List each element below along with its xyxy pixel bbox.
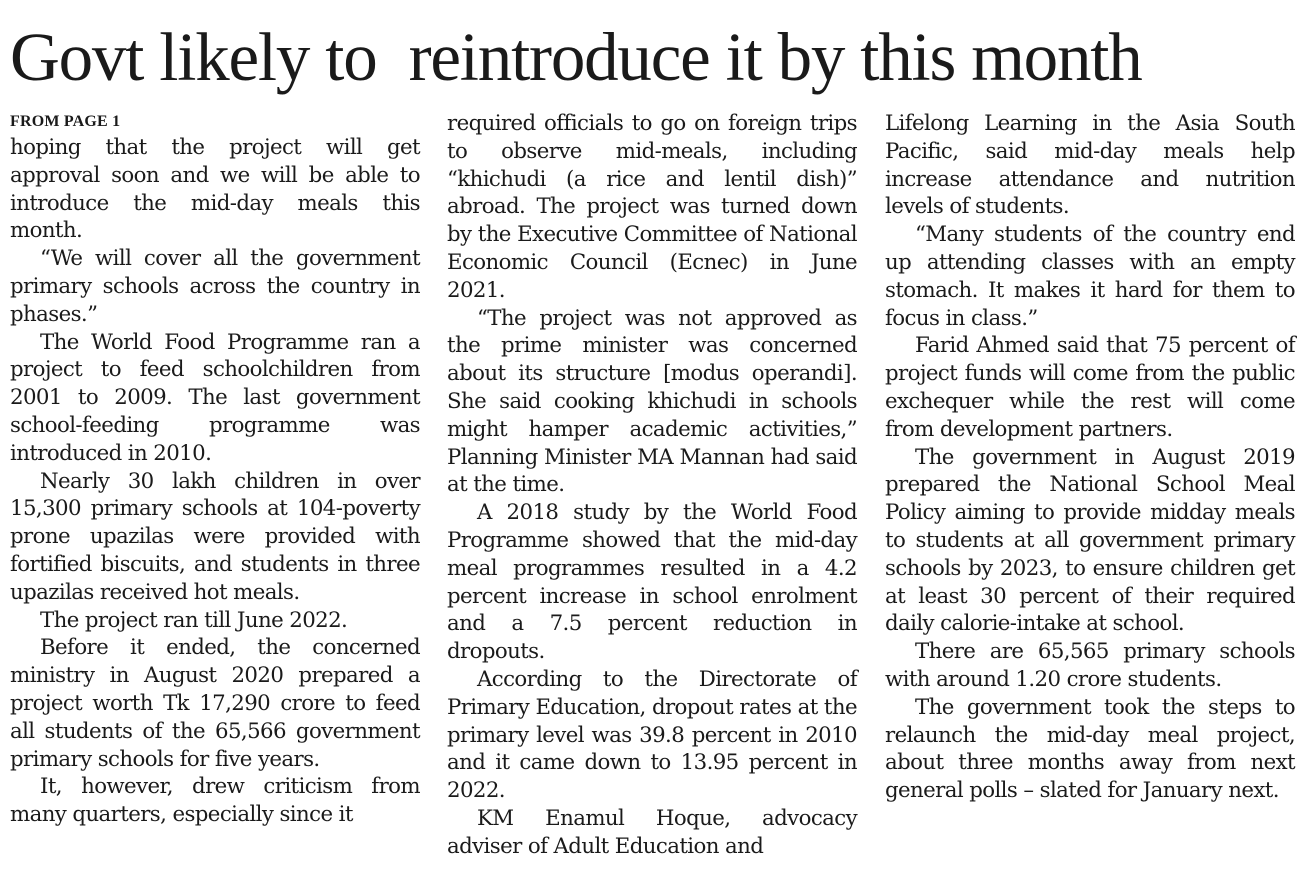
paragraph: Nearly 30 lakh children in over 15,300 primary schools at 104-poverty prone upazilas were provided with fortified biscuits, and students in three upazilas received hot meals. bbox=[10, 468, 420, 605]
headline: Govt likely to reintroduce it by this month bbox=[10, 19, 1142, 95]
paragraph: “The project was not approved as the prime minister was concerned about its structure [modus operandi]. She said cooking khichudi in schools might hamper academic activities,” Planning Minister MA Mannan had said at the time. bbox=[447, 305, 857, 498]
paragraph: The government took the steps to relaunch the mid-day meal project, about three months away from next general polls – slated for January next. bbox=[885, 694, 1295, 804]
paragraph: The government in August 2019 prepared the National School Meal Policy aiming to provide midday meals to students at all government primary schools by 2023, to ensure children get at least 30 percent of their required daily calorie-intake at school. bbox=[885, 444, 1295, 637]
paragraph: Before it ended, the concerned ministry in August 2020 prepared a project worth Tk 17,290 crore to feed all students of the 65,566 government primary schools for five years. bbox=[10, 635, 420, 772]
article-column-2 bbox=[447, 110, 857, 861]
paragraph: The project ran till June 2022. bbox=[40, 607, 348, 633]
paragraph: required officials to go on foreign trips to observe mid-meals, including “khichudi (a rice and lentil dish)” abroad. The project was turned down by the Executive Committee of National Economic Council (Ecnec) in June 2021. bbox=[447, 111, 857, 303]
kicker-from-page: FROM PAGE 1 bbox=[10, 113, 121, 130]
paragraph: It, however, drew criticism from many quarters, especially since it bbox=[10, 774, 420, 828]
article-column-1 bbox=[10, 110, 420, 829]
article-column-3 bbox=[885, 110, 1295, 805]
paragraph: There are 65,565 primary schools with around 1.20 crore students. bbox=[885, 639, 1295, 692]
paragraph: A 2018 study by the World Food Programme showed that the mid-day meal programmes resulted in a 4.2 percent increase in school enrolment and a 7.5 percent reduction in dropouts. bbox=[447, 500, 857, 665]
paragraph: KM Enamul Hoque, advocacy adviser of Adult Education and bbox=[447, 805, 857, 859]
paragraph: Farid Ahmed said that 75 percent of project funds will come from the public exchequer while the rest will come from development partners. bbox=[885, 333, 1295, 442]
paragraph: “Many students of the country end up attending classes with an empty stomach. It makes it hard for them to focus in class.” bbox=[885, 222, 1295, 331]
paragraph: Lifelong Learning in the Asia South Pacific, said mid-day meals help increase attendance and nutrition levels of students. bbox=[885, 111, 1295, 220]
paragraph: hoping that the project will get approval soon and we will be able to introduce the mid-day meals this month. bbox=[10, 135, 420, 244]
paragraph: According to the Directorate of Primary Education, dropout rates at the primary level was 39.8 percent in 2010 and it came down to 13.95 percent in 2022. bbox=[447, 666, 857, 804]
paragraph: The World Food Programme ran a project to feed schoolchildren from 2001 to 2009. The last government school-feeding programme was introduced in 2010. bbox=[10, 329, 420, 466]
paragraph: “We will cover all the government primary schools across the country in phases.” bbox=[10, 246, 420, 327]
